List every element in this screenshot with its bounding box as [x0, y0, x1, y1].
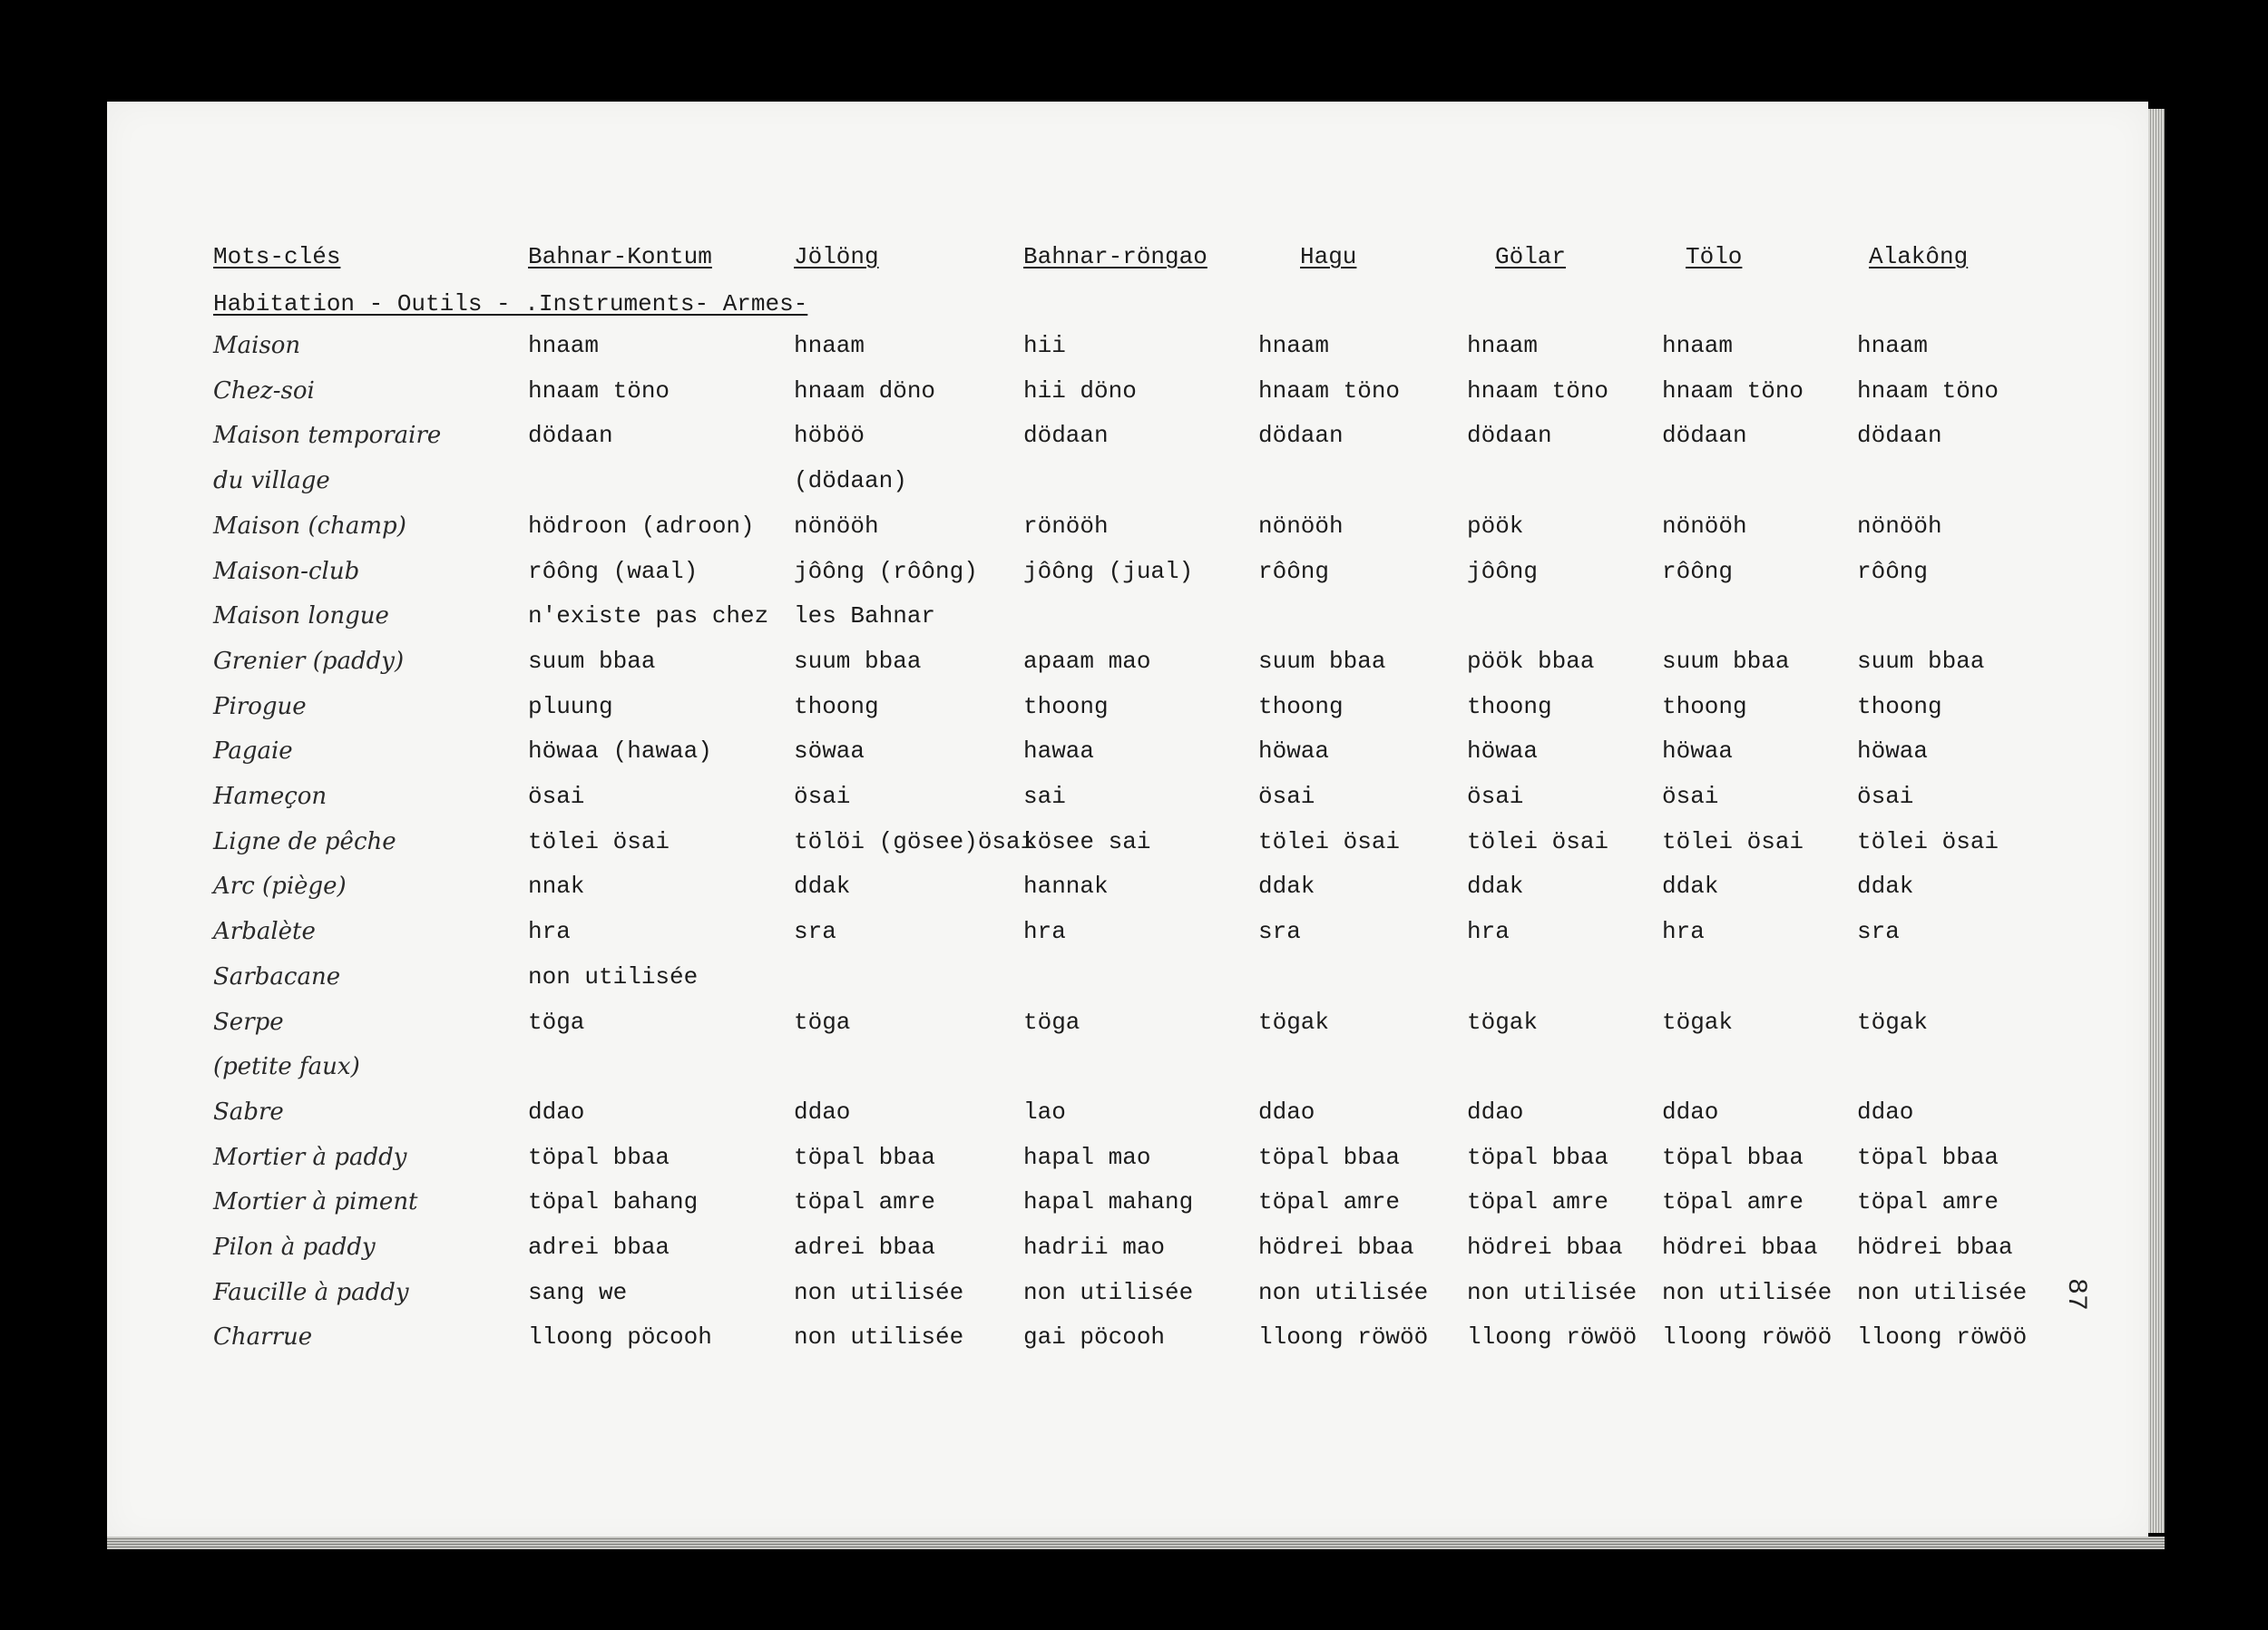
table-cell: hnaam töno: [1467, 377, 1609, 405]
table-cell: rôông (waal): [528, 558, 699, 585]
table-cell: ösai: [794, 783, 851, 810]
table-cell: pöök bbaa: [1467, 648, 1595, 675]
table-cell: lloong röwöö: [1857, 1323, 2028, 1351]
row-keyword: Maison: [213, 332, 301, 359]
table-cell: ösai: [1467, 783, 1524, 810]
row-keyword: Faucille à paddy: [213, 1279, 409, 1306]
row-keyword: Chez-soi: [213, 377, 315, 405]
table-cell: suum bbaa: [794, 648, 922, 675]
table-cell: gai pöcooh: [1023, 1323, 1166, 1351]
table-cell: rönööh: [1023, 512, 1109, 540]
table-cell: ösai: [1662, 783, 1719, 810]
table-cell: hnaam töno: [1857, 377, 1999, 405]
table-cell: lloong pöcooh: [528, 1323, 712, 1351]
table-cell: suum bbaa: [1662, 648, 1790, 675]
table-cell: höwaa: [1857, 737, 1929, 765]
row-keyword: Pilon à paddy: [213, 1234, 376, 1261]
row-keyword: Maison (champ): [213, 512, 406, 540]
page-stack-bottom: [107, 1537, 2165, 1549]
table-cell: suum bbaa: [1258, 648, 1386, 675]
row-keyword: Mortier à paddy: [213, 1144, 407, 1171]
table-cell: ddak: [794, 873, 851, 900]
column-header: Alakông: [1869, 243, 1969, 270]
table-cell: nönööh: [1857, 512, 1942, 540]
table-cell: hapal mahang: [1023, 1188, 1194, 1215]
table-cell: tögak: [1258, 1009, 1330, 1036]
table-cell: hödrei bbaa: [1857, 1234, 2013, 1261]
table-cell: tölei ösai: [1662, 828, 1804, 855]
table-cell: dödaan: [528, 422, 613, 449]
table-cell: hnaam: [1467, 332, 1539, 359]
table-cell: adrei bbaa: [528, 1234, 670, 1261]
table-cell: ösai: [1857, 783, 1914, 810]
row-keyword: Sabre: [213, 1098, 284, 1126]
table-cell: töga: [794, 1009, 851, 1036]
table-cell: pöök: [1467, 512, 1524, 540]
table-cell: ddao: [1662, 1098, 1719, 1126]
table-cell: hödrei bbaa: [1258, 1234, 1414, 1261]
table-cell: non utilisée: [1023, 1279, 1194, 1306]
table-cell: les Bahnar: [794, 602, 936, 630]
row-keyword: Pagaie: [213, 737, 293, 765]
page-stack-edge: [2148, 109, 2165, 1533]
table-cell: ddao: [1258, 1098, 1315, 1126]
table-cell: hnaam töno: [1662, 377, 1804, 405]
table-cell: jôông: [1467, 558, 1539, 585]
column-header: Mots-clés: [213, 243, 341, 270]
table-cell: tögak: [1662, 1009, 1734, 1036]
row-keyword: Grenier (paddy): [213, 648, 405, 675]
table-cell: jôông (jual): [1023, 558, 1194, 585]
table-cell: dödaan: [1467, 422, 1552, 449]
table-cell: hnaam: [528, 332, 600, 359]
table-cell: hnaam töno: [528, 377, 670, 405]
table-cell: hra: [1662, 918, 1705, 945]
table-cell: sang we: [528, 1279, 628, 1306]
table-cell: höwaa: [1467, 737, 1539, 765]
table-cell: töpal amre: [1662, 1188, 1804, 1215]
row-keyword: Arbalète: [213, 918, 316, 945]
table-cell: höwaa: [1258, 737, 1330, 765]
row-keyword: Pirogue: [213, 693, 307, 720]
table-cell: thoong: [1023, 693, 1109, 720]
table-cell: lloong röwöö: [1662, 1323, 1833, 1351]
table-cell: lloong röwöö: [1258, 1323, 1429, 1351]
row-keyword: Ligne de pêche: [213, 828, 396, 855]
table-cell: töpal bbaa: [528, 1144, 670, 1171]
row-keyword: Charrue: [213, 1323, 313, 1351]
table-cell: ddak: [1258, 873, 1315, 900]
row-keyword: Maison-club: [213, 558, 360, 585]
table-cell: tölei ösai: [528, 828, 670, 855]
table-cell: non utilisée: [794, 1323, 964, 1351]
table-cell: töpal bbaa: [794, 1144, 936, 1171]
row-keyword: Sarbacane: [213, 963, 341, 991]
table-cell: suum bbaa: [528, 648, 656, 675]
table-cell: hii döno: [1023, 377, 1137, 405]
table-cell: töga: [1023, 1009, 1080, 1036]
table-cell: jôông (rôông): [794, 558, 978, 585]
table-cell: hnaam: [1857, 332, 1929, 359]
row-keyword: Maison temporaire: [213, 422, 442, 449]
table-cell: apaam mao: [1023, 648, 1151, 675]
table-cell: hawaa: [1023, 737, 1095, 765]
table-cell: hadrii mao: [1023, 1234, 1166, 1261]
table-cell: höwaa (hawaa): [528, 737, 712, 765]
table-cell: tölei ösai: [1467, 828, 1609, 855]
column-header: Bahnar-Kontum: [528, 243, 712, 270]
table-cell: töpal bbaa: [1662, 1144, 1804, 1171]
table-cell: höböö: [794, 422, 865, 449]
row-keyword: du village: [213, 467, 330, 494]
table-cell: dödaan: [1023, 422, 1109, 449]
table-cell: suum bbaa: [1857, 648, 1985, 675]
table-cell: ösai: [528, 783, 585, 810]
table-cell: lloong röwöö: [1467, 1323, 1637, 1351]
table-cell: sra: [1258, 918, 1301, 945]
table-cell: töpal amre: [1258, 1188, 1401, 1215]
table-cell: non utilisée: [1258, 1279, 1429, 1306]
table-cell: ddak: [1467, 873, 1524, 900]
row-keyword: Arc (piège): [213, 873, 347, 900]
table-cell: töpal amre: [794, 1188, 936, 1215]
table-cell: (dödaan): [794, 467, 907, 494]
table-cell: tögak: [1467, 1009, 1539, 1036]
table-cell: ddao: [1467, 1098, 1524, 1126]
table-cell: ösai: [1258, 783, 1315, 810]
table-cell: ddak: [1857, 873, 1914, 900]
table-cell: hödrei bbaa: [1662, 1234, 1818, 1261]
column-header: Bahnar-röngao: [1023, 243, 1207, 270]
table-cell: hnaam: [1662, 332, 1734, 359]
table-cell: non utilisée: [794, 1279, 964, 1306]
table-cell: hnaam: [1258, 332, 1330, 359]
table-cell: dödaan: [1662, 422, 1747, 449]
table-cell: tölei ösai: [1857, 828, 1999, 855]
table-cell: tölöi (gösee)ösai: [794, 828, 1035, 855]
table-cell: ddao: [1857, 1098, 1914, 1126]
table-cell: kösee sai: [1023, 828, 1151, 855]
table-cell: töpal bbaa: [1857, 1144, 1999, 1171]
table-cell: non utilisée: [528, 963, 699, 991]
table-cell: höwaa: [1662, 737, 1734, 765]
table-cell: hnaam döno: [794, 377, 936, 405]
table-cell: ddao: [794, 1098, 851, 1126]
column-header: Gölar: [1495, 243, 1567, 270]
table-cell: dödaan: [1857, 422, 1942, 449]
table-cell: n'existe pas chez: [528, 602, 769, 630]
table-cell: töpal bbaa: [1467, 1144, 1609, 1171]
table-cell: töpal amre: [1857, 1188, 1999, 1215]
table-cell: nönööh: [794, 512, 879, 540]
table-cell: sra: [794, 918, 836, 945]
table-cell: hra: [1467, 918, 1510, 945]
table-cell: töpal bahang: [528, 1188, 699, 1215]
table-cell: thoong: [1467, 693, 1552, 720]
column-header: Hagu: [1300, 243, 1357, 270]
table-cell: thoong: [1258, 693, 1344, 720]
table-cell: nönööh: [1662, 512, 1747, 540]
row-keyword: (petite faux): [213, 1053, 360, 1080]
table-cell: sra: [1857, 918, 1900, 945]
column-header: Jölöng: [794, 243, 879, 270]
table-cell: thoong: [1662, 693, 1747, 720]
column-header: Tölo: [1686, 243, 1743, 270]
table-cell: non utilisée: [1662, 1279, 1833, 1306]
table-cell: hnaam: [794, 332, 865, 359]
table-cell: thoong: [1857, 693, 1942, 720]
table-cell: töga: [528, 1009, 585, 1036]
row-keyword: Mortier à piment: [213, 1188, 418, 1215]
table-cell: hra: [528, 918, 571, 945]
table-cell: hra: [1023, 918, 1066, 945]
table-cell: hapal mao: [1023, 1144, 1151, 1171]
table-cell: ddak: [1662, 873, 1719, 900]
row-keyword: Maison longue: [213, 602, 389, 630]
table-cell: nnak: [528, 873, 585, 900]
table-cell: rôông: [1662, 558, 1734, 585]
table-cell: non utilisée: [1857, 1279, 2028, 1306]
table-cell: adrei bbaa: [794, 1234, 936, 1261]
table-cell: lao: [1023, 1098, 1066, 1126]
section-title: Habitation - Outils - .Instruments- Armes-: [213, 290, 808, 317]
table-cell: rôông: [1258, 558, 1330, 585]
table-cell: hnaam töno: [1258, 377, 1401, 405]
row-keyword: Hameçon: [213, 783, 327, 810]
table-cell: non utilisée: [1467, 1279, 1637, 1306]
table-cell: thoong: [794, 693, 879, 720]
table-cell: söwaa: [794, 737, 865, 765]
table-cell: dödaan: [1258, 422, 1344, 449]
table-cell: tögak: [1857, 1009, 1929, 1036]
table-cell: töpal amre: [1467, 1188, 1609, 1215]
table-cell: hödrei bbaa: [1467, 1234, 1623, 1261]
table-cell: hii: [1023, 332, 1066, 359]
row-keyword: Serpe: [213, 1009, 284, 1036]
table-cell: tölei ösai: [1258, 828, 1401, 855]
table-cell: rôông: [1857, 558, 1929, 585]
page-number: 87: [2060, 1277, 2092, 1312]
table-cell: sai: [1023, 783, 1066, 810]
table-cell: nönööh: [1258, 512, 1344, 540]
table-cell: töpal bbaa: [1258, 1144, 1401, 1171]
table-cell: ddao: [528, 1098, 585, 1126]
table-cell: hannak: [1023, 873, 1109, 900]
table-cell: pluung: [528, 693, 613, 720]
table-cell: hödroon (adroon): [528, 512, 755, 540]
